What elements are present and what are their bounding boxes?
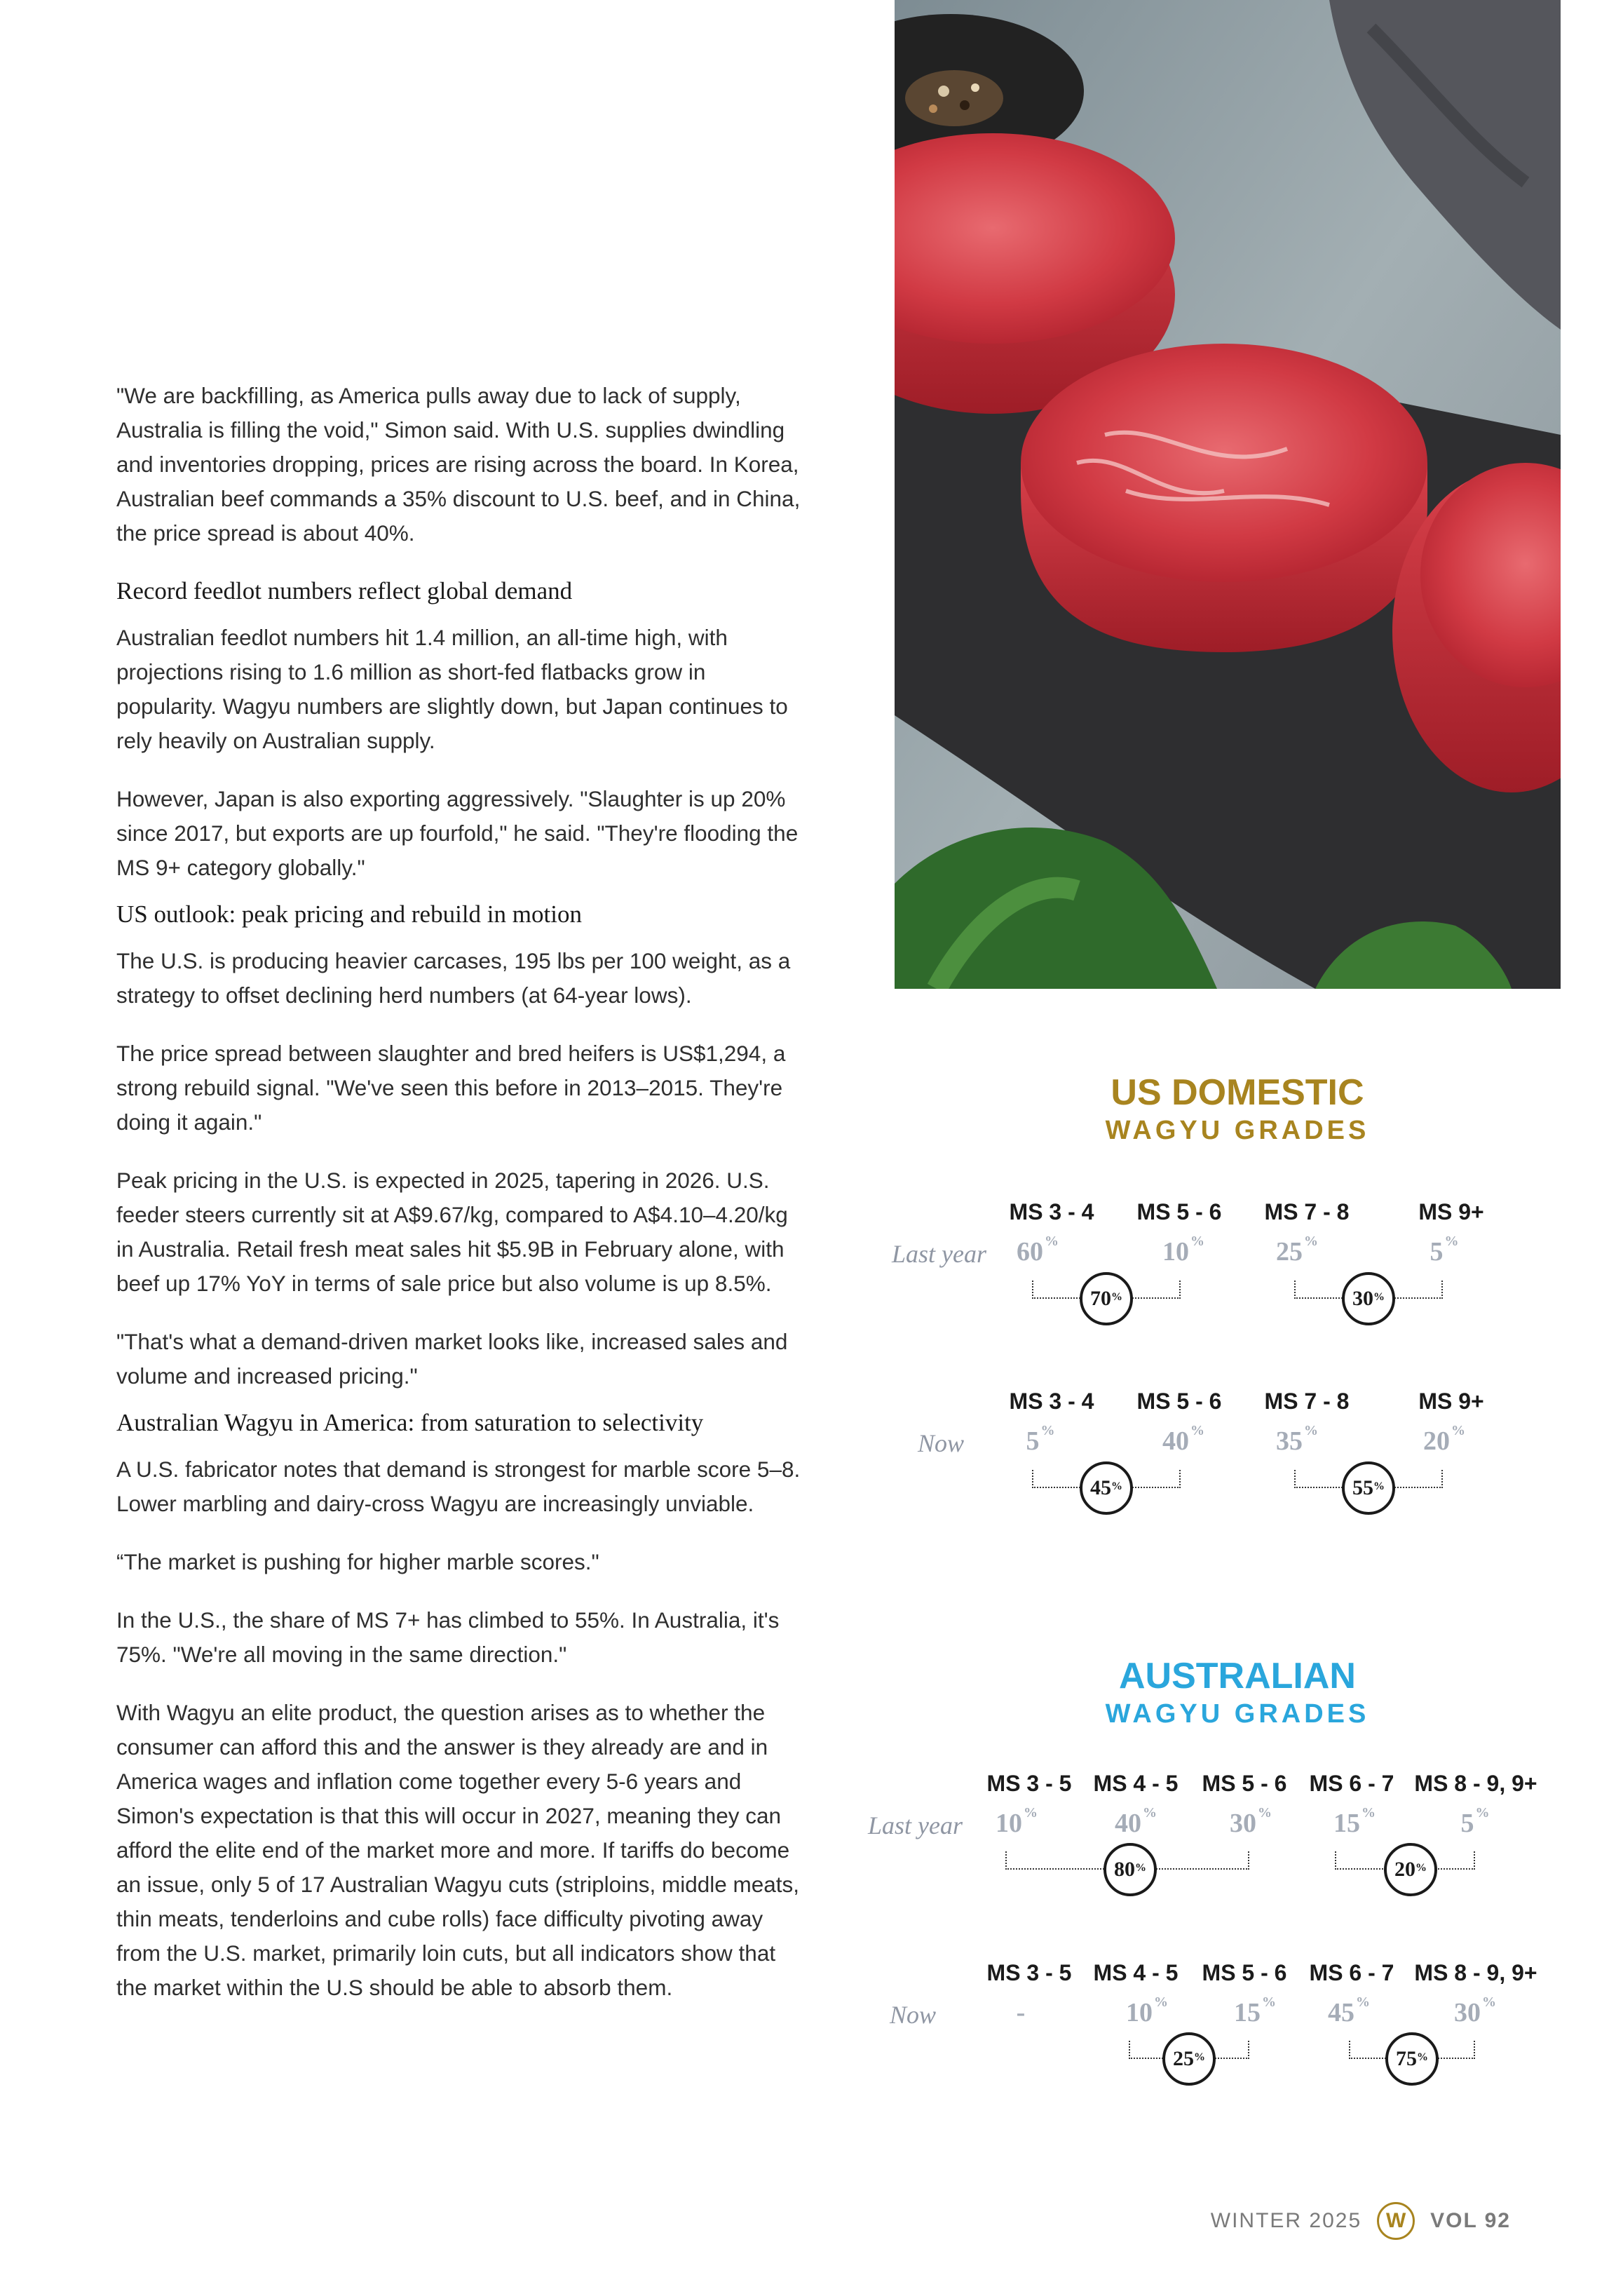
- section-heading: Record feedlot numbers reflect global demand: [116, 577, 573, 605]
- percent-value: 30 %: [1454, 1994, 1496, 2027]
- grade-label: MS 3 - 4: [1009, 1389, 1094, 1414]
- percent-value: 35 %: [1276, 1423, 1318, 1456]
- row-label-now: Now: [917, 1429, 964, 1457]
- group-total-circle: 45 %: [1080, 1461, 1133, 1515]
- group-total-circle: 75 %: [1385, 2032, 1439, 2086]
- page-footer: [1211, 2202, 1511, 2240]
- au-title: AUSTRALIAN: [1119, 1656, 1356, 1696]
- paragraph: In the U.S., the share of MS 7+ has climbed to 55%. In Australia, it's 75%. "We're all moving in the same direction.": [116, 1607, 780, 1667]
- paragraph: "We are backfilling, as America pulls away due to lack of supply, Australia is filling the void," Simon said. With U.S. supplies dwindling and inventories dropping, prices are rising across the board. In Korea, Australian beef commands a 35% discount to U.S. beef, and in China, the price spread is about 40%.: [116, 383, 801, 546]
- group-total-circle: 25 %: [1162, 2032, 1216, 2086]
- paragraph: The U.S. is producing heavier carcases, 195 lbs per 100 weight, as a strategy to offset declining herd numbers (at 64-year lows).: [116, 948, 791, 1008]
- wagyu-steak-photo: [895, 0, 1561, 989]
- grade-label: MS 4 - 5: [1093, 1960, 1179, 1985]
- row-label-last-year: Last year: [868, 1811, 963, 1839]
- grade-label: MS 5 - 6: [1202, 1960, 1287, 1985]
- paragraph: "That's what a demand-driven market looks like, increased sales and volume and increased pricing.": [116, 1329, 788, 1389]
- percent-value: 5 %: [1430, 1234, 1459, 1267]
- us-panel-title: [1010, 1072, 1465, 1147]
- paragraph: Peak pricing in the U.S. is expected in 2025, tapering in 2026. U.S. feeder steers currently sit at A$9.67/kg, compared to A$4.10–4.20/kg in Australia. Retail fresh meat sales hit $5.9B in February alone, with beef up 17% YoY in terms of sale price but also volume is up 8.5%.: [116, 1168, 788, 1296]
- percent-value: 40 %: [1162, 1423, 1204, 1456]
- group-total-circle: 80 %: [1103, 1843, 1157, 1896]
- paragraph: “The market is pushing for higher marble scores.": [116, 1549, 599, 1574]
- grade-label: MS 7 - 8: [1264, 1199, 1350, 1224]
- paragraph: However, Japan is also exporting aggressively. "Slaughter is up 20% since 2017, but exports are up fourfold," he said. "They're flooding the MS 9+ category globally.": [116, 786, 799, 880]
- grade-label: MS 5 - 6: [1136, 1389, 1222, 1414]
- au-panel-title: [1010, 1655, 1465, 1731]
- grade-label: MS 5 - 6: [1136, 1199, 1222, 1224]
- section-heading: US outlook: peak pricing and rebuild in motion: [116, 900, 582, 928]
- grade-label: MS 6 - 7: [1309, 1771, 1394, 1796]
- group-total-circle: 20 %: [1384, 1843, 1437, 1896]
- us-title: US DOMESTIC: [1111, 1072, 1364, 1113]
- group-total-circle: 30 %: [1342, 1272, 1395, 1325]
- grade-label: MS 8 - 9, 9+: [1414, 1771, 1537, 1796]
- group-total-circle: 55 %: [1342, 1461, 1395, 1515]
- row-label-now: Now: [889, 2001, 936, 2029]
- row-label-last-year: Last year: [892, 1240, 986, 1268]
- issue-season: WINTER 2025: [1210, 2209, 1362, 2232]
- grade-label: MS 3 - 5: [986, 1960, 1072, 1985]
- grade-label: MS 3 - 5: [986, 1771, 1072, 1796]
- grade-label: MS 6 - 7: [1309, 1960, 1394, 1985]
- percent-value: 20 %: [1423, 1423, 1465, 1456]
- magazine-logo-icon: W: [1377, 2202, 1415, 2240]
- paragraph: Australian feedlot numbers hit 1.4 million, an all-time high, with projections rising to 1.6 million as short-fed flatbacks grow in popularity. Wagyu numbers are slightly down, but Japan continues to rely heavily on Australian supply.: [116, 625, 788, 753]
- percent-value: 10 %: [996, 1805, 1038, 1838]
- percent-value: 10 %: [1126, 1994, 1168, 2027]
- percent-value: 15 %: [1333, 1805, 1376, 1838]
- grade-label: MS 9+: [1418, 1199, 1484, 1224]
- grade-label: MS 4 - 5: [1093, 1771, 1179, 1796]
- percent-value: 40 %: [1115, 1805, 1157, 1838]
- au-subtitle: WAGYU GRADES: [1105, 1699, 1370, 1729]
- grade-label: MS 9+: [1418, 1389, 1484, 1414]
- us-subtitle: WAGYU GRADES: [1105, 1116, 1370, 1145]
- paragraph: With Wagyu an elite product, the question arises as to whether the consumer can afford this and the answer is they already are and in America wages and inflation come together every 5-6 years and Simon's expectation is that this will occur in 2027, meaning they can afford the elite end of the market more and more. If tariffs do become an issue, only 5 of 17 Australian Wagyu cuts (striploins, middle meats, thin meats, tenderloins and cube rolls) face difficulty pivoting away from the U.S. market, primarily loin cuts, but all indicators show that the market within the U.S should be able to absorb them.: [116, 1700, 800, 2000]
- percent-value: 10 %: [1162, 1234, 1204, 1267]
- group-total-circle: 70 %: [1080, 1272, 1133, 1325]
- section-heading: Australian Wagyu in America: from saturation to selectivity: [116, 1409, 704, 1436]
- percent-value: 15 %: [1234, 1994, 1276, 2027]
- percent-value: 5 %: [1460, 1805, 1490, 1838]
- issue-volume: VOL 92: [1430, 2209, 1511, 2232]
- paragraph: The price spread between slaughter and bred heifers is US$1,294, a strong rebuild signal. "We've seen this before in 2013–2015. They're doing it again.": [116, 1041, 786, 1135]
- grade-label: MS 7 - 8: [1264, 1389, 1350, 1414]
- percent-value: 45 %: [1328, 1994, 1370, 2027]
- percent-value: 5 %: [1026, 1423, 1055, 1456]
- percent-value: 60 %: [1017, 1234, 1059, 1267]
- grade-label: MS 3 - 4: [1009, 1199, 1094, 1224]
- grade-label: MS 8 - 9, 9+: [1414, 1960, 1537, 1985]
- percent-value: 30 %: [1230, 1805, 1272, 1838]
- grade-label: MS 5 - 6: [1202, 1771, 1287, 1796]
- paragraph: A U.S. fabricator notes that demand is strongest for marble score 5–8. Lower marbling and dairy-cross Wagyu are increasingly unviable.: [116, 1457, 801, 1516]
- article-column: [116, 379, 803, 2029]
- percent-value: -: [1016, 1998, 1026, 2027]
- percent-value: 25 %: [1276, 1234, 1318, 1267]
